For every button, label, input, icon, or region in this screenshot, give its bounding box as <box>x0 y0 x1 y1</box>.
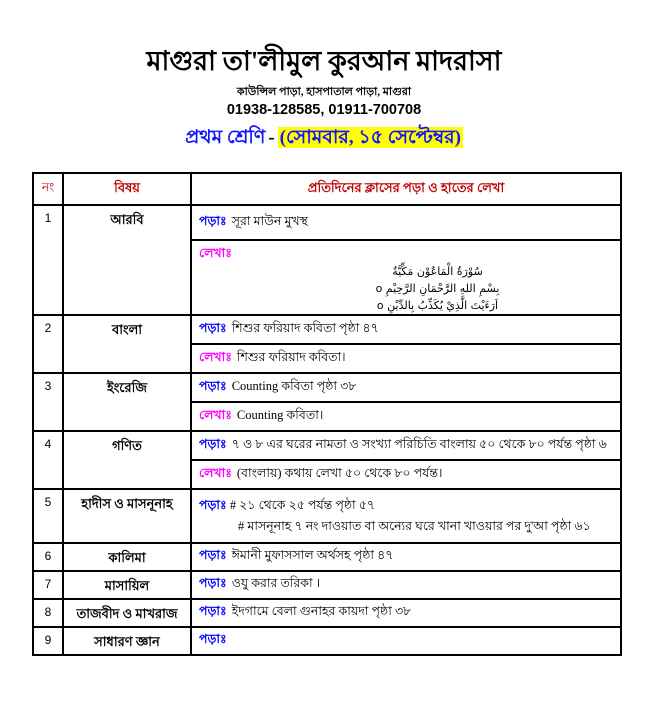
pora-label: পড়াঃ <box>199 632 227 646</box>
row-number: 9 <box>34 628 64 654</box>
pora-cell <box>192 374 620 401</box>
header-content: প্রতিদিনের ক্লাসের পড়া ও হাতের লেখা <box>307 179 505 195</box>
table-row <box>34 570 620 598</box>
lekha-text: শিশুর ফরিয়াদ কবিতা। <box>236 349 346 364</box>
table-row <box>34 314 620 372</box>
separator-dash: - <box>268 127 275 148</box>
subject-cell: হাদীস ও মাসনূনাহ <box>64 490 192 542</box>
lekha-cell <box>192 343 620 372</box>
document-header <box>0 0 648 151</box>
pora-label: পড়াঃ <box>199 498 227 512</box>
pora-cell <box>192 544 620 570</box>
pora-text: ওযু করার তরিকা । <box>231 576 321 590</box>
lekha-text: Counting কবিতা। <box>236 407 324 422</box>
header-no: নং <box>34 174 64 204</box>
pora-cell <box>192 206 620 239</box>
arabic-line: o اَرَءَيْتَ الَّذِيْ يُكَذِّبُ بِالدِّيْنِ <box>376 299 499 312</box>
subject-cell: ইংরেজি <box>64 374 192 430</box>
pora-cell <box>192 572 620 598</box>
arabic-line: o بِسْمِ اللهِ الرَّحْمَانِ الرَّحِيْمِ <box>375 282 500 295</box>
pora-text: শিশুর ফরিয়াদ কবিতা পৃষ্ঠা ৪৭ <box>231 320 379 335</box>
lesson-table <box>32 172 622 656</box>
table-row <box>34 626 620 654</box>
table-row <box>34 488 620 542</box>
row-number: 1 <box>34 206 64 314</box>
row-number: 3 <box>34 374 64 430</box>
pora-cell <box>192 492 620 540</box>
lekha-text: (বাংলায়) কথায় লেখা ৫০ থেকে ৮০ পর্যন্ত। <box>236 465 443 480</box>
table-row <box>34 598 620 626</box>
pora-label: পড়াঃ <box>199 213 227 228</box>
table-header-row <box>34 174 620 204</box>
arabic-text-block <box>199 263 616 314</box>
pora-text: Counting কবিতা পৃষ্ঠা ৩৮ <box>231 378 357 393</box>
pora-text-line2: # মাসনূনাহ ৭ নং দাওয়াত বা অন্যের ঘরে খানা খাওয়ার পর দু'আ পৃষ্ঠা ৬১ <box>238 519 591 533</box>
pora-label: পড়াঃ <box>199 548 227 562</box>
row-number: 2 <box>34 316 64 372</box>
madrasa-title: মাগুরা তা'লীমুল কুরআন মাদরাসা <box>146 46 502 76</box>
subject-cell: গণিত <box>64 432 192 488</box>
table-row <box>34 542 620 570</box>
subject-cell: তাজবীদ ও মাখরাজ <box>64 600 192 626</box>
subject-cell: কালিমা <box>64 544 192 570</box>
table-row <box>34 430 620 488</box>
class-date-line <box>0 125 648 151</box>
row-number: 7 <box>34 572 64 598</box>
subject-cell: বাংলা <box>64 316 192 372</box>
class-name: প্রথম শ্রেণি <box>185 127 266 148</box>
lekha-label: লেখাঃ <box>199 465 232 480</box>
subject-cell: মাসায়িল <box>64 572 192 598</box>
table-row <box>34 204 620 314</box>
date-highlighted: (সোমবার, ১৫ সেপ্টেম্বর) <box>279 127 461 148</box>
madrasa-address: কাউন্সিল পাড়া, হাসপাতাল পাড়া, মাগুরা <box>236 86 412 98</box>
subject-cell: আরবি <box>64 206 192 314</box>
row-number: 6 <box>34 544 64 570</box>
pora-text: ইদগামে বেলা গুনাহর কায়দা পৃষ্ঠা ৩৮ <box>231 604 412 618</box>
lekha-cell <box>192 401 620 430</box>
pora-cell <box>192 628 620 654</box>
pora-cell <box>192 600 620 626</box>
pora-cell <box>192 432 620 459</box>
pora-text: ঈমানী মুফাসসাল অর্থসহ পৃষ্ঠা ৪৭ <box>231 548 394 562</box>
pora-label: পড়াঃ <box>199 320 227 335</box>
table-row <box>34 372 620 430</box>
lekha-cell <box>192 459 620 488</box>
pora-text-line1: # ২১ থেকে ২৫ পর্যন্ত পৃষ্ঠা ৫৭ <box>229 498 376 512</box>
phone-numbers: 01938-128585, 01911-700708 <box>226 102 422 118</box>
pora-label: পড়াঃ <box>199 604 227 618</box>
pora-cell <box>192 316 620 343</box>
row-number: 4 <box>34 432 64 488</box>
lekha-cell <box>192 239 620 314</box>
lekha-label: লেখাঃ <box>199 349 232 364</box>
pora-label: পড়াঃ <box>199 576 227 590</box>
row-number: 8 <box>34 600 64 626</box>
header-subject: বিষয় <box>64 174 192 204</box>
pora-label: পড়াঃ <box>199 436 227 451</box>
row-number: 5 <box>34 490 64 542</box>
pora-text: ৭ ও ৮ এর ঘরের নামতা ও সংখ্যা পরিচিতি বাংলায় ৫০ থেকে ৮০ পর্যন্ত পৃষ্ঠা ৬ <box>231 436 607 451</box>
lekha-label: লেখাঃ <box>199 407 232 422</box>
lekha-label: লেখাঃ <box>199 246 232 260</box>
pora-text: সূরা মাউন মুখস্থ <box>231 213 308 228</box>
pora-label: পড়াঃ <box>199 378 227 393</box>
arabic-line: سُوْرَةُ الْمَاعُوْن مَكِّيَّةٌ <box>392 265 483 278</box>
subject-cell: সাধারণ জ্ঞান <box>64 628 192 654</box>
